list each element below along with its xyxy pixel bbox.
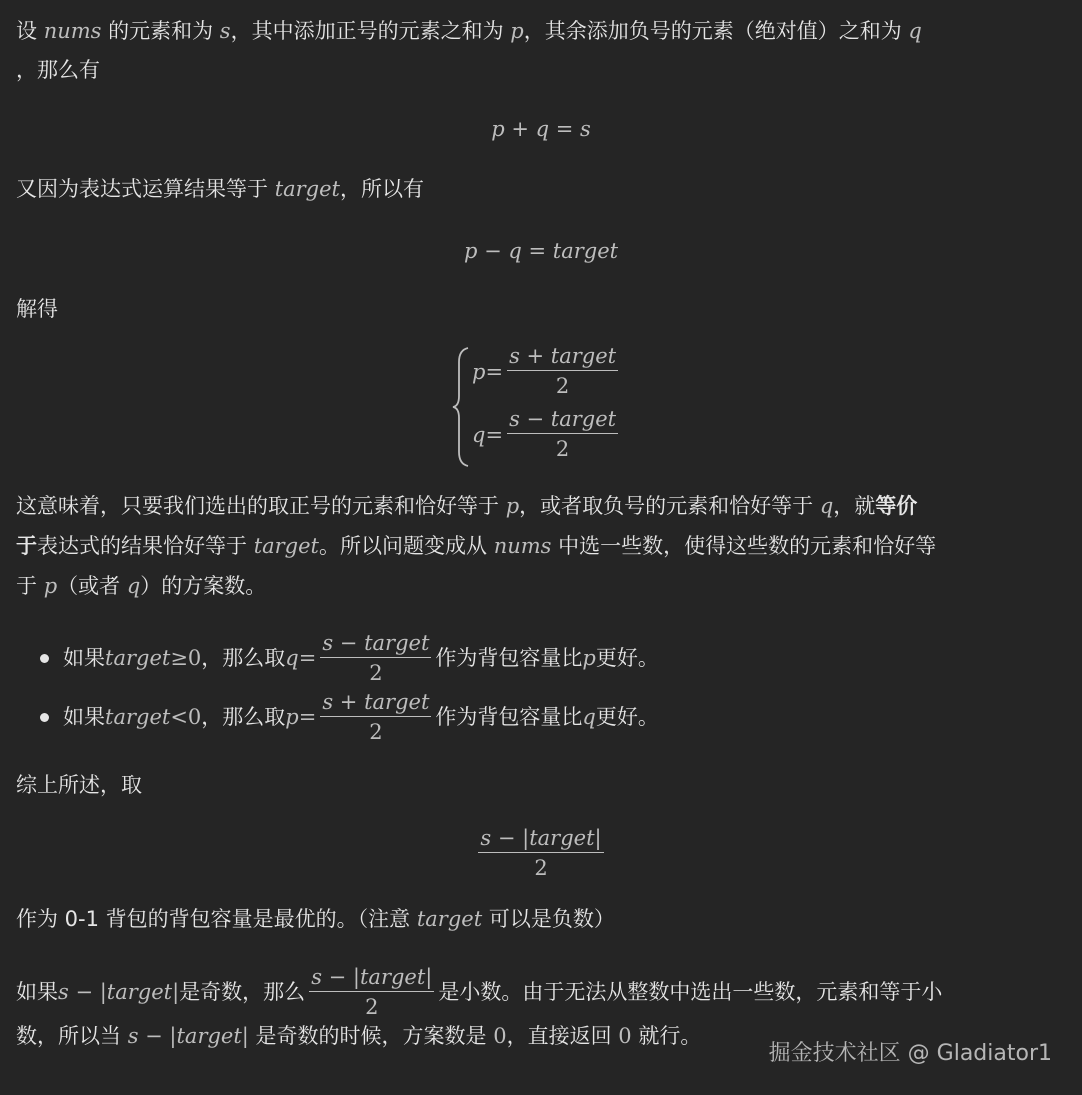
bold-text: 于	[16, 534, 37, 558]
math-s: s	[219, 19, 231, 43]
text: 是小数。由于无法从整数中选出一些数，元素和等于小	[438, 979, 943, 1004]
math-number: 0	[187, 704, 202, 729]
text: 如果	[63, 704, 105, 729]
text: （或者	[57, 574, 127, 598]
math-op: <	[170, 704, 188, 729]
fraction-numerator: s − |target|	[311, 964, 433, 989]
math-p: p	[510, 19, 524, 43]
text: 解得	[16, 297, 58, 321]
list-item	[63, 628, 659, 688]
math-op: =	[298, 645, 317, 670]
math-p: p	[285, 704, 299, 729]
math-s: s	[580, 117, 591, 141]
watermark: 掘金技术社区 @ Gladiator1	[768, 1041, 1052, 1066]
math-op: =	[485, 359, 504, 384]
fraction-numerator: s + target	[322, 689, 430, 714]
paragraph-target	[16, 170, 424, 209]
math-target: target	[416, 907, 483, 931]
math-target: target	[105, 704, 171, 729]
math-q: q	[582, 704, 596, 729]
text: 于	[16, 574, 44, 598]
text: ，那么取	[201, 645, 286, 670]
fraction	[320, 690, 431, 745]
fraction	[507, 344, 618, 399]
math-q: q	[508, 239, 522, 263]
fraction	[320, 631, 431, 686]
paragraph-solve	[16, 290, 58, 329]
bullet-dot-icon	[40, 654, 49, 663]
math-p: p	[472, 359, 486, 384]
text: 表达式的结果恰好等于	[37, 534, 254, 558]
math-op: =	[521, 239, 553, 263]
math-p: p	[505, 494, 520, 518]
math-q: q	[908, 19, 922, 43]
math-q: q	[285, 645, 299, 670]
fraction-denominator: 2	[507, 433, 618, 462]
math-p: p	[582, 645, 596, 670]
text: 是奇数，那么	[179, 979, 306, 1004]
math-target: target	[105, 645, 171, 670]
math-expression: s − |target|	[58, 979, 180, 1004]
text: ）的方案数。	[140, 574, 267, 598]
text: 综上所述，取	[16, 773, 142, 797]
paragraph-definitions-cont	[16, 51, 100, 90]
text: 中选一些数，使得这些数的元素和恰好等	[551, 534, 937, 558]
bullet-dot-icon	[40, 713, 49, 722]
fraction-denominator: 2	[309, 991, 434, 1020]
fraction-denominator: 2	[507, 370, 618, 399]
math-q: q	[819, 494, 834, 518]
math-nums: nums	[43, 19, 102, 43]
math-q: q	[472, 422, 486, 447]
math-number: 0	[187, 645, 202, 670]
text: 更好。	[595, 645, 659, 670]
math-expression: s − |target|	[127, 1024, 249, 1048]
fraction-denominator: 2	[320, 657, 431, 686]
text: 如果	[63, 645, 105, 670]
fraction	[309, 965, 434, 1020]
math-op: =	[485, 422, 504, 447]
text: ，那么有	[16, 58, 100, 82]
text: ，或者取负号的元素和恰好等于	[519, 494, 820, 518]
math-target: target	[274, 177, 340, 201]
math-target: target	[552, 239, 619, 263]
text: 是奇数的时候，方案数是	[248, 1024, 494, 1048]
text: ，就	[833, 494, 876, 518]
text: ，其中添加正号的元素之和为	[230, 19, 511, 43]
paragraph-odd-case	[16, 962, 942, 1022]
paragraph-meaning-line2	[16, 527, 936, 566]
fraction-numerator: s − target	[509, 407, 617, 431]
math-q: q	[126, 574, 141, 598]
math-nums: nums	[493, 534, 552, 558]
math-op: =	[549, 117, 581, 141]
text: 设	[16, 19, 44, 43]
equation-capacity	[16, 826, 1066, 881]
math-q: q	[535, 117, 550, 141]
text: 数，所以当	[16, 1024, 128, 1048]
text: ，所以有	[340, 177, 424, 201]
paragraph-meaning-line3	[16, 567, 266, 606]
text: 更好。	[595, 704, 659, 729]
math-op: ≥	[170, 645, 188, 670]
list-item	[63, 687, 659, 747]
equation-difference	[16, 236, 1066, 266]
math-op: +	[504, 117, 536, 141]
text: 作为背包容量比	[435, 704, 583, 729]
system-line-2	[472, 407, 622, 462]
text: 作为背包容量比	[435, 645, 583, 670]
text: 这意味着，只要我们选出的取正号的元素和恰好等于	[16, 494, 506, 518]
text: ，直接返回	[506, 1024, 619, 1048]
math-op: =	[298, 704, 317, 729]
fraction-numerator: s − target	[322, 630, 430, 655]
math-number: 0	[618, 1024, 632, 1048]
fraction-denominator: 2	[320, 716, 431, 745]
math-p: p	[43, 574, 58, 598]
text: 作为 0-1 背包的背包容量是最优的。（注意	[16, 907, 417, 931]
paragraph-optimal	[16, 900, 615, 939]
text: 就行。	[631, 1024, 702, 1048]
math-op: −	[477, 239, 509, 263]
text: 如果	[16, 979, 58, 1004]
fraction-denominator: 2	[478, 852, 603, 881]
equation-system	[452, 344, 652, 469]
fraction	[507, 407, 618, 462]
text: ，其余添加负号的元素（绝对值）之和为	[523, 19, 909, 43]
paragraph-conclusion	[16, 766, 142, 805]
paragraph-meaning	[16, 487, 917, 526]
paragraph-odd-case-line2	[16, 1017, 701, 1056]
text: ，那么取	[201, 704, 286, 729]
paragraph-definitions	[16, 12, 922, 51]
system-line-1	[472, 344, 622, 399]
text: 。所以问题变成从	[319, 534, 494, 558]
math-p: p	[463, 239, 478, 263]
fraction	[478, 826, 603, 881]
math-target: target	[253, 534, 319, 558]
math-number: 0	[493, 1024, 507, 1048]
bold-text: 等价	[875, 494, 918, 518]
text: 的元素和为	[101, 19, 220, 43]
fraction-numerator: s − |target|	[480, 826, 602, 850]
text: 又因为表达式运算结果等于	[16, 177, 275, 201]
equation-sum	[16, 114, 1066, 144]
left-brace-icon	[452, 346, 472, 468]
fraction-numerator: s + target	[509, 344, 617, 368]
math-p: p	[491, 117, 505, 141]
text: 可以是负数）	[482, 907, 615, 931]
